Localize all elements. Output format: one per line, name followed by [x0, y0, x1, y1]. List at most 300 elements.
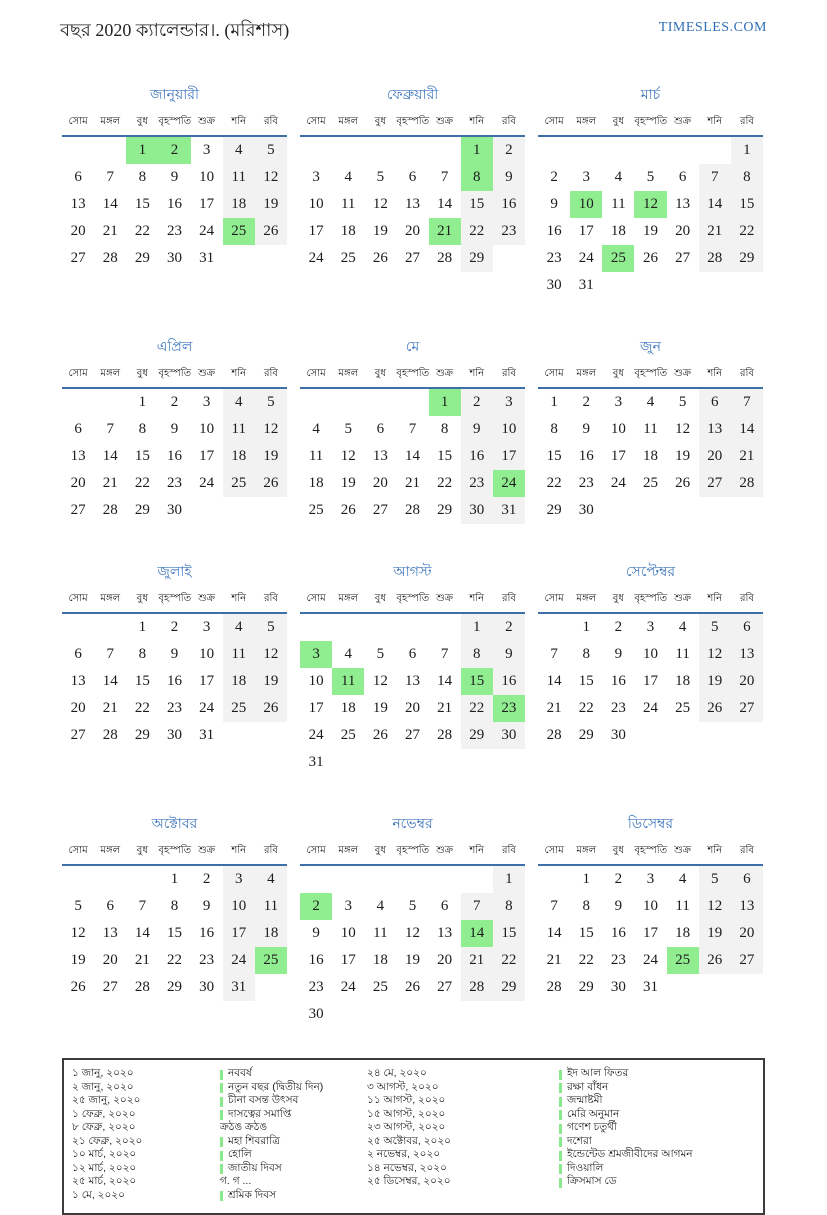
- empty-cell: [699, 974, 731, 1001]
- weekday-header: সোম: [62, 843, 94, 865]
- day-cell: 26: [642, 250, 658, 266]
- day-cell: 16: [610, 925, 626, 941]
- day-cell: 29: [134, 727, 150, 743]
- day-cell: 24: [642, 952, 658, 968]
- empty-cell: [396, 388, 428, 416]
- empty-cell: [332, 613, 364, 641]
- day-cell: 9: [461, 416, 493, 443]
- day-cell: 11: [675, 646, 690, 662]
- day-cell: 21: [404, 475, 420, 491]
- legend-item-date: ২ নভেম্বর, ২০২০: [367, 1148, 441, 1161]
- day-cell: 17: [642, 925, 658, 941]
- day-cell: 28: [546, 727, 562, 743]
- empty-cell: [94, 388, 126, 416]
- day-cell: 21: [134, 952, 150, 968]
- day-cell: 25: [675, 700, 691, 716]
- weekday-header: বৃহস্পতি: [158, 366, 190, 388]
- empty-cell: [461, 865, 493, 893]
- day-cell: 11: [308, 448, 324, 464]
- weekday-header: মঙ্গল: [332, 591, 364, 613]
- legend-label-text: ইন্ডেন্টেড শ্রমজীবীদের আগমন: [567, 1148, 693, 1161]
- day-cell: 14: [437, 196, 453, 212]
- holiday-marker-bar-icon: [559, 1164, 562, 1174]
- day-cell: 8: [731, 164, 763, 191]
- day-cell: 21: [102, 475, 118, 491]
- day-cell: 23: [308, 979, 324, 995]
- legend-item-date: ৮ ফেব্রু, ২০২০: [72, 1121, 136, 1134]
- weekday-header: বৃহস্পতি: [634, 591, 666, 613]
- weekday-header: বুধ: [602, 843, 634, 865]
- month-title: নভেম্বর: [392, 815, 433, 831]
- day-cell: 15: [134, 448, 150, 464]
- day-cell: 19: [699, 920, 731, 947]
- day-cell: 22: [493, 947, 525, 974]
- day-cell: 31: [578, 277, 594, 293]
- weekday-header: শনি: [223, 843, 255, 865]
- day-cell: 18: [255, 920, 287, 947]
- month-block-10: [62, 812, 287, 1028]
- day-cell: 28: [546, 979, 562, 995]
- legend-label-text: হোলি: [228, 1148, 252, 1161]
- day-cell: 23: [166, 223, 182, 239]
- legend-item-date: ২৩ আগস্ট, ২০২০: [367, 1121, 446, 1134]
- empty-cell: [94, 613, 126, 641]
- day-cell: 4: [678, 619, 687, 635]
- day-cell: 7: [408, 421, 417, 437]
- day-cell: 29: [461, 245, 493, 272]
- day-cell: 2: [202, 871, 211, 887]
- month-block-1: [62, 83, 287, 299]
- day-cell: 1: [138, 394, 147, 410]
- day-cell: 14: [699, 191, 731, 218]
- legend-label-text: রক্ষা বাঁধন: [567, 1080, 609, 1093]
- day-cell: 26: [372, 727, 388, 743]
- weekday-header: বৃহস্পতি: [396, 591, 428, 613]
- day-cell: 31: [199, 727, 215, 743]
- legend-group-2: [367, 1068, 759, 1203]
- day-cell: 20: [70, 223, 86, 239]
- day-cell: 3: [312, 169, 320, 185]
- day-cell: 17: [340, 952, 356, 968]
- weekday-header: রবি: [731, 591, 763, 613]
- weekday-header: বৃহস্পতি: [634, 114, 666, 136]
- day-cell: 19: [404, 952, 420, 968]
- legend-label-text: ইদ আল ফিতর: [567, 1067, 629, 1080]
- day-cell: 21: [102, 223, 118, 239]
- day-cell: 21: [437, 700, 453, 716]
- day-cell: 15: [461, 191, 493, 218]
- weekday-header: রবি: [493, 843, 525, 865]
- weekday-header: মঙ্গল: [94, 366, 126, 388]
- empty-cell: [461, 1001, 493, 1028]
- day-cell: 25: [223, 470, 255, 497]
- legend-label-text: ক্রঠঙ ক্রঠঙ: [220, 1121, 268, 1134]
- day-cell: 19: [255, 668, 287, 695]
- legend-label-text: মেরি অনুমান: [567, 1107, 620, 1120]
- legend-item-date: ২ জানু, ২০২০: [72, 1080, 134, 1093]
- day-cell: 9: [202, 898, 211, 914]
- empty-cell: [602, 497, 634, 524]
- empty-cell: [699, 497, 731, 524]
- weekday-header: বৃহস্পতি: [396, 114, 428, 136]
- weekday-header: বুধ: [364, 591, 396, 613]
- empty-cell: [94, 136, 126, 164]
- day-cell: 6: [408, 646, 417, 662]
- holiday-marker-bar-icon: [220, 1070, 223, 1080]
- day-cell: 2: [550, 169, 558, 185]
- month-table: [538, 114, 763, 299]
- holiday-marker-bar-icon: [220, 1083, 223, 1093]
- day-cell: 27: [699, 470, 731, 497]
- day-cell: 7: [106, 169, 114, 185]
- empty-cell: [300, 136, 332, 164]
- day-cell: 17: [223, 920, 255, 947]
- weekday-header: মঙ্গল: [94, 591, 126, 613]
- day-cell: 31: [223, 974, 255, 1001]
- day-cell: 24: [578, 250, 594, 266]
- empty-cell: [461, 749, 493, 776]
- empty-cell: [62, 136, 94, 164]
- day-cell: 7: [138, 898, 147, 914]
- day-cell: 22: [461, 695, 493, 722]
- day-cell: 24: [308, 727, 324, 743]
- day-cell: 7: [699, 164, 731, 191]
- empty-cell: [493, 245, 525, 272]
- day-cell: 23: [493, 695, 525, 722]
- day-cell: 9: [493, 164, 525, 191]
- day-cell: 1: [170, 871, 179, 887]
- day-cell: 16: [578, 448, 594, 464]
- month-title: জুন: [640, 338, 661, 354]
- day-cell: 9: [170, 421, 179, 437]
- day-cell: 18: [610, 223, 626, 239]
- day-cell: 2: [300, 893, 332, 920]
- empty-cell: [332, 865, 364, 893]
- month-table: [300, 114, 525, 272]
- day-cell: 27: [70, 250, 86, 266]
- day-cell: 29: [437, 502, 453, 518]
- holiday-marker-bar-icon: [220, 1137, 223, 1147]
- day-cell: 12: [255, 641, 287, 668]
- weekday-header: সোম: [300, 591, 332, 613]
- empty-cell: [191, 497, 223, 524]
- day-cell: 9: [614, 646, 623, 662]
- day-cell: 16: [493, 668, 525, 695]
- day-cell: 12: [255, 416, 287, 443]
- day-cell: 17: [610, 448, 626, 464]
- day-cell: 27: [372, 502, 388, 518]
- day-cell: 7: [440, 169, 449, 185]
- day-cell: 3: [646, 619, 655, 635]
- day-cell: 3: [202, 142, 211, 158]
- month-table: [300, 591, 525, 776]
- weekday-header: শনি: [699, 843, 731, 865]
- weekday-header: সোম: [538, 591, 570, 613]
- empty-cell: [332, 1001, 364, 1028]
- day-cell: 1: [461, 136, 493, 164]
- month-block-8: [300, 560, 525, 776]
- day-cell: 23: [610, 952, 626, 968]
- day-cell: 14: [134, 925, 150, 941]
- empty-cell: [699, 136, 731, 164]
- day-cell: 21: [546, 700, 562, 716]
- weekday-header: রবি: [255, 843, 287, 865]
- day-cell: 8: [461, 164, 493, 191]
- day-cell: 28: [731, 470, 763, 497]
- day-cell: 10: [570, 191, 602, 218]
- day-cell: 17: [199, 673, 215, 689]
- weekday-header: শনি: [461, 591, 493, 613]
- month-title: সেপ্টেম্বর: [625, 563, 676, 579]
- day-cell: 19: [255, 191, 287, 218]
- day-cell: 26: [255, 470, 287, 497]
- day-cell: 11: [373, 925, 388, 941]
- weekday-header: রবি: [731, 843, 763, 865]
- day-cell: 24: [308, 250, 324, 266]
- empty-cell: [364, 1001, 396, 1028]
- day-cell: 8: [170, 898, 179, 914]
- empty-cell: [94, 865, 126, 893]
- weekday-header: সোম: [538, 366, 570, 388]
- day-cell: 8: [138, 646, 147, 662]
- legend-label-text: দাসত্বের সমাপ্তি: [228, 1107, 292, 1120]
- day-cell: 10: [340, 925, 356, 941]
- empty-cell: [429, 865, 461, 893]
- weekday-header: বুধ: [364, 114, 396, 136]
- month-title: জুলাই: [157, 563, 192, 579]
- empty-cell: [364, 749, 396, 776]
- day-cell: 11: [643, 421, 658, 437]
- day-cell: 6: [74, 646, 82, 662]
- day-cell: 15: [578, 925, 594, 941]
- day-cell: 10: [642, 646, 658, 662]
- day-cell: 19: [699, 668, 731, 695]
- day-cell: 25: [255, 947, 287, 974]
- day-cell: 29: [166, 979, 182, 995]
- weekday-header: শুক্র: [191, 114, 223, 136]
- day-cell: 10: [199, 421, 215, 437]
- day-cell: 17: [199, 196, 215, 212]
- weekday-header: বুধ: [126, 843, 158, 865]
- legend-item-date: ১১ আগস্ট, ২০২০: [367, 1094, 446, 1107]
- legend-item: [367, 1176, 759, 1190]
- day-cell: 30: [461, 497, 493, 524]
- empty-cell: [634, 272, 666, 299]
- day-cell: 12: [699, 641, 731, 668]
- day-cell: 19: [70, 952, 86, 968]
- day-cell: 5: [255, 388, 287, 416]
- day-cell: 19: [255, 443, 287, 470]
- legend-item-date: ১৫ আগস্ট, ২০২০: [367, 1107, 446, 1120]
- month-title: আগস্ট: [393, 563, 432, 579]
- day-cell: 25: [340, 250, 356, 266]
- month-table: [300, 843, 525, 1028]
- month-table: [538, 366, 763, 524]
- page-title: বছর 2020 ক্যালেন্ডার।. (মরিশাস): [60, 20, 290, 40]
- day-cell: 27: [437, 979, 453, 995]
- weekday-header: শুক্র: [429, 114, 461, 136]
- month-title: এপ্রিল: [156, 338, 193, 354]
- day-cell: 11: [675, 898, 690, 914]
- day-cell: 30: [166, 727, 182, 743]
- weekday-header: শনি: [461, 114, 493, 136]
- weekday-header: বুধ: [126, 366, 158, 388]
- day-cell: 13: [404, 673, 420, 689]
- calendar-grid: [62, 83, 765, 1028]
- empty-cell: [538, 136, 570, 164]
- day-cell: 1: [582, 619, 590, 635]
- legend-label-text: জন্মাষ্টমী: [567, 1094, 603, 1107]
- day-cell: 24: [199, 223, 215, 239]
- legend-item-label: [220, 1188, 276, 1205]
- legend-item-date: ২৫ মার্চ, ২০২০: [72, 1175, 137, 1188]
- empty-cell: [364, 136, 396, 164]
- day-cell: 11: [332, 668, 364, 695]
- day-cell: 23: [578, 475, 594, 491]
- empty-cell: [255, 722, 287, 749]
- month-title: মার্চ: [640, 86, 661, 102]
- day-cell: 26: [255, 218, 287, 245]
- day-cell: 4: [312, 421, 320, 437]
- day-cell: 12: [634, 191, 666, 218]
- empty-cell: [429, 613, 461, 641]
- empty-cell: [634, 722, 666, 749]
- day-cell: 18: [223, 443, 255, 470]
- legend-item-date: ১৪ নভেম্বর, ২০২০: [367, 1161, 447, 1174]
- day-cell: 22: [578, 700, 594, 716]
- weekday-header: শুক্র: [429, 591, 461, 613]
- empty-cell: [396, 749, 428, 776]
- day-cell: 5: [255, 613, 287, 641]
- empty-cell: [699, 272, 731, 299]
- empty-cell: [493, 749, 525, 776]
- month-table: [62, 366, 287, 524]
- day-cell: 20: [699, 443, 731, 470]
- day-cell: 16: [166, 448, 182, 464]
- day-cell: 31: [642, 979, 658, 995]
- day-cell: 29: [578, 979, 594, 995]
- legend-item-date: ১ জানু, ২০২০: [72, 1067, 134, 1080]
- day-cell: 10: [223, 893, 255, 920]
- legend-item-date: ২৫ ডিসেম্বর, ২০২০: [367, 1175, 451, 1188]
- day-cell: 12: [340, 448, 356, 464]
- day-cell: 18: [340, 223, 356, 239]
- day-cell: 2: [461, 388, 493, 416]
- holiday-marker-bar-icon: [559, 1083, 562, 1093]
- month-title: জানুয়ারী: [150, 86, 199, 102]
- weekday-header: রবি: [493, 366, 525, 388]
- weekday-header: বুধ: [126, 591, 158, 613]
- site-link[interactable]: TIMESLES.COM: [658, 20, 767, 35]
- day-cell: 2: [493, 136, 525, 164]
- day-cell: 31: [199, 250, 215, 266]
- day-cell: 16: [166, 673, 182, 689]
- day-cell: 15: [546, 448, 562, 464]
- weekday-header: বুধ: [364, 843, 396, 865]
- month-block-7: [62, 560, 287, 776]
- day-cell: 6: [106, 898, 114, 914]
- day-cell: 20: [372, 475, 388, 491]
- month-block-3: [538, 83, 763, 299]
- day-cell: 30: [610, 727, 626, 743]
- weekday-header: রবি: [731, 114, 763, 136]
- day-cell: 18: [340, 700, 356, 716]
- day-cell: 30: [578, 502, 594, 518]
- day-cell: 26: [372, 250, 388, 266]
- day-cell: 3: [202, 619, 211, 635]
- day-cell: 1: [550, 394, 558, 410]
- weekday-header: শুক্র: [429, 366, 461, 388]
- day-cell: 16: [166, 196, 182, 212]
- weekday-header: রবি: [255, 366, 287, 388]
- day-cell: 8: [440, 421, 449, 437]
- day-cell: 11: [223, 164, 255, 191]
- empty-cell: [62, 865, 94, 893]
- empty-cell: [538, 613, 570, 641]
- day-cell: 17: [642, 673, 658, 689]
- weekday-header: মঙ্গল: [570, 591, 602, 613]
- day-cell: 9: [614, 898, 623, 914]
- legend-label-text: চীনা বসন্ত উৎসব: [228, 1094, 299, 1107]
- day-cell: 9: [312, 925, 320, 941]
- legend-label-text: গণেশ চতুর্থী: [567, 1121, 617, 1134]
- day-cell: 30: [308, 1006, 324, 1022]
- day-cell: 13: [675, 196, 691, 212]
- day-cell: 2: [158, 136, 190, 164]
- day-cell: 13: [731, 641, 763, 668]
- day-cell: 18: [675, 673, 691, 689]
- day-cell: 12: [70, 925, 86, 941]
- day-cell: 18: [308, 475, 324, 491]
- weekday-header: শুক্র: [191, 591, 223, 613]
- empty-cell: [364, 865, 396, 893]
- day-cell: 19: [675, 448, 691, 464]
- day-cell: 10: [493, 416, 525, 443]
- day-cell: 22: [134, 223, 150, 239]
- day-cell: 3: [202, 394, 211, 410]
- weekday-header: বৃহস্পতি: [396, 366, 428, 388]
- empty-cell: [602, 272, 634, 299]
- day-cell: 24: [493, 470, 525, 497]
- day-cell: 20: [404, 223, 420, 239]
- weekday-header: শনি: [223, 114, 255, 136]
- weekday-header: সোম: [300, 114, 332, 136]
- day-cell: 24: [223, 947, 255, 974]
- day-cell: 5: [376, 169, 385, 185]
- day-cell: 27: [70, 727, 86, 743]
- day-cell: 23: [461, 470, 493, 497]
- month-block-4: [62, 335, 287, 524]
- legend-item-date: ২৫ জানু, ২০২০: [72, 1094, 141, 1107]
- day-cell: 13: [699, 416, 731, 443]
- day-cell: 27: [731, 947, 763, 974]
- empty-cell: [223, 497, 255, 524]
- day-cell: 26: [699, 947, 731, 974]
- day-cell: 17: [199, 448, 215, 464]
- day-cell: 23: [166, 475, 182, 491]
- legend-label-text: জাতীয় দিবস: [228, 1161, 282, 1174]
- day-cell: 5: [699, 613, 731, 641]
- day-cell: 28: [437, 250, 453, 266]
- weekday-header: মঙ্গল: [570, 366, 602, 388]
- day-cell: 27: [70, 502, 86, 518]
- legend-label-text: গ. গ ...: [220, 1175, 252, 1188]
- weekday-header: বুধ: [602, 366, 634, 388]
- day-cell: 1: [582, 871, 590, 887]
- day-cell: 10: [610, 421, 626, 437]
- weekday-header: মঙ্গল: [94, 114, 126, 136]
- empty-cell: [396, 136, 428, 164]
